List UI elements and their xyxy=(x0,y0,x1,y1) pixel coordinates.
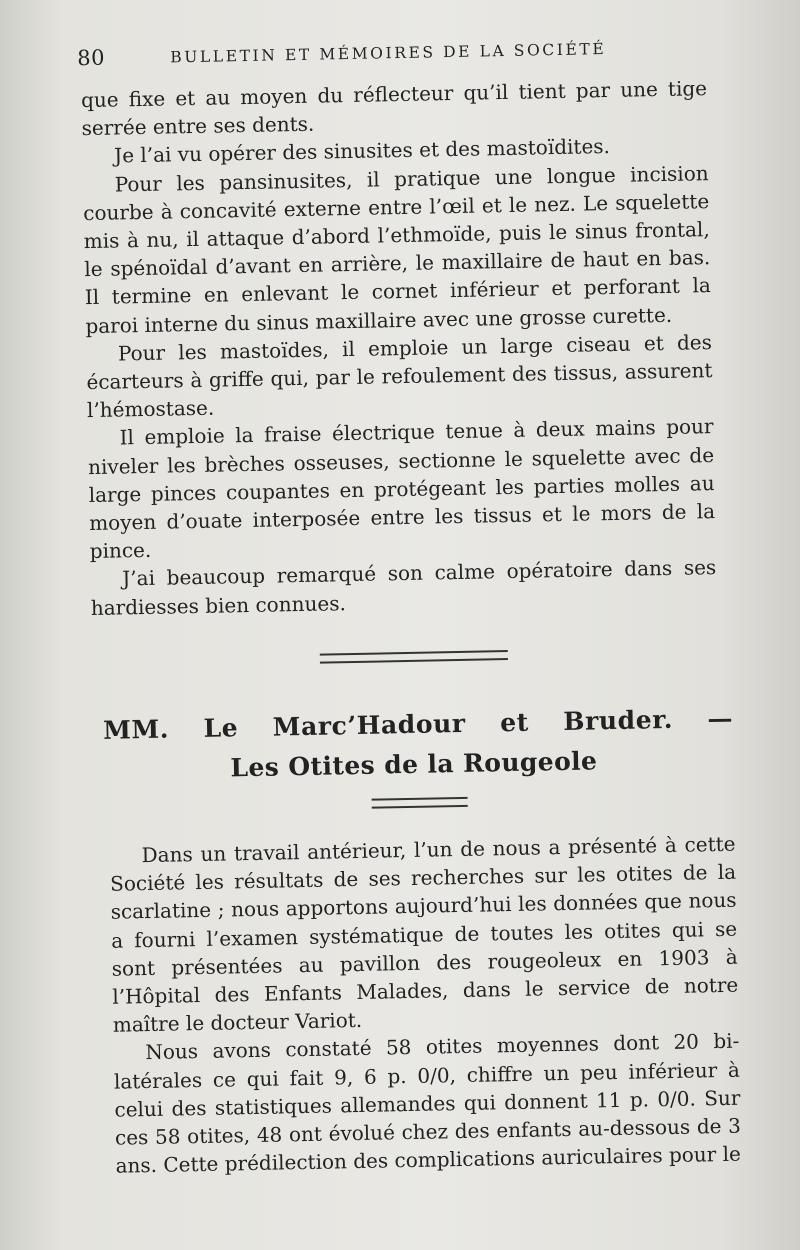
continued-text-block xyxy=(81,74,717,622)
title-separator xyxy=(372,797,468,809)
running-title: BULLETIN ET MÉMOIRES DE LA SOCIÉTÉ xyxy=(170,40,607,67)
paragraph: Pour les pansinusites, il pratique une longue incision courbe à concavité externe entre l’œil et le nez. Le squelette mis à nu, il attaque d’abord l’ethmoïde, puis le sinus frontal, le spénoïdal d’avant en arrière, le maxillaire de haut en bas. Il termine en enlevant le cornet inférieur et perforant la paroi interne du sinus maxillaire avec une grosse curette. xyxy=(83,160,712,338)
paragraph: Nous avons constaté 58 otites moyennes dont 20 bi-latérales ce qui fait 9, 6 p. 0/0, chiffre un peu inférieur à celui des statistiques allemandes qui donnent 11 p. 0/0. Sur ces 58 otites, 48 ont évolué chez des enfants au-dessous de 3 ans. Cette prédilection des complications auriculaires pour le xyxy=(113,1029,742,1178)
section-separator xyxy=(320,650,508,664)
article-body xyxy=(109,830,741,1180)
page-number: 80 xyxy=(77,45,106,71)
article-title: Les Otites de la Rougeole xyxy=(230,746,598,783)
paragraph: Je l’ai vu opérer des sinusites et des mastoïdites. xyxy=(113,134,611,168)
paragraph: Dans un travail antérieur, l’un de nous a présenté à cette Société les résultats de ses recherches sur les otites de la scarlatine ; nous apportons aujourd’hui les données que nous a fourni l’examen systématique de toutes les otites qui se sont présentées au pavillon des rougeoleux en 1903 à l’Hôpital des Enfants Malades, dans le service de notre maître le docteur Variot. xyxy=(109,831,739,1037)
paragraph: J’ai beaucoup remarqué son calme opératoire dans ses hardiesses bien connues. xyxy=(90,555,717,620)
paragraph: que fixe et au moyen du réflecteur qu’il tient par une tige serrée entre ses dents. xyxy=(80,76,708,141)
article-authors-title: MM. Le Marc’Hadour et Bruder. — xyxy=(102,703,734,745)
paragraph: Pour les mastoïdes, il emploie un large ciseau et des écarteurs à griffe qui, par le refoulement des tissus, assurent l’hémostase. xyxy=(86,329,713,423)
paragraph: Il emploie la fraise électrique tenue à deux mains pour niveler les brèches osseuses, sectionne le squelette avec de large pinces coupantes en protégeant les parties molles au moyen d’ouate interposée entre les tissus et le mors de la pince. xyxy=(87,414,716,564)
